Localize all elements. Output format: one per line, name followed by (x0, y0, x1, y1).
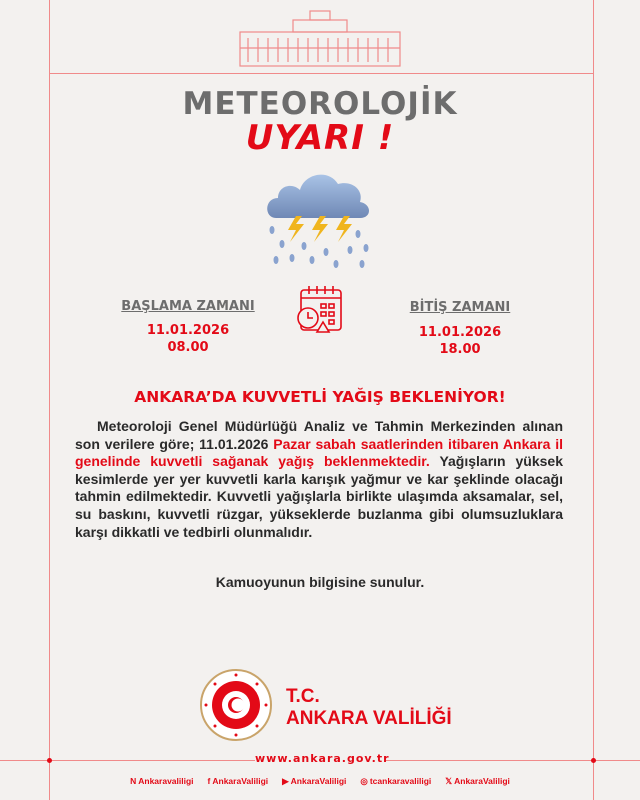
social-link[interactable] (360, 776, 431, 787)
nsosyal-icon: N (130, 776, 137, 786)
closing-text: Kamuoyunun bilgisine sunulur. (215, 574, 425, 590)
social-link[interactable] (130, 776, 193, 787)
end-date: 11.01.2026 (418, 325, 502, 340)
body-text: Meteoroloji Genel Müdürlüğü Analiz ve Tahmin Merkezinden alınan son verilere göre; 11.01.2026 (75, 418, 563, 452)
government-building-icon (238, 8, 402, 68)
frame-dot (591, 758, 596, 763)
ankara-valiligi-seal (200, 669, 272, 741)
social-handle: AnkaraValiligi (212, 776, 269, 786)
storm-cloud-icon (262, 160, 378, 272)
instagram-icon: ◎ (360, 776, 368, 786)
social-links (0, 776, 640, 787)
youtube-icon: ▶ (282, 776, 289, 786)
start-time-label: BAŞLAMA ZAMANI (121, 299, 255, 314)
org-line2: ANKARA VALİLİĞİ (286, 708, 452, 729)
end-time: 18.00 (439, 342, 481, 357)
title-line2: UYARI ! (245, 118, 395, 158)
social-handle: AnkaraValiligi (454, 776, 510, 786)
frame-dot (47, 758, 52, 763)
website-link[interactable]: www.ankara.gov.tr (255, 752, 390, 765)
body-highlight: Pazar sabah saatlerinden itibaren Ankara il genelinde kuvvetli sağanak yağış beklenmektedir. (75, 435, 563, 470)
body-text: Yağışların yüksek kesimlerde yer yer kuvvetli karla karışık yağmur ve kar şeklinde olacağı tahmin edilmektedir. Kuvvetli yağışlarla birlikte ulaşımda aksamalar, sel, su baskını, kuvvetli rüzgar, yükseklerde buzlanma gibi olumsuzluklara karşı dikkatli ve tedbirli olunmalıdır. (75, 453, 563, 540)
social-handle: Ankaravaliligi (138, 776, 194, 786)
frame-line-top (49, 73, 593, 74)
title-line1: METEOROLOJİK (182, 86, 458, 122)
social-link[interactable] (208, 776, 269, 787)
social-handle: AnkaraValiligi (290, 776, 347, 786)
organization-name (286, 686, 452, 730)
org-line1: T.C. (286, 686, 320, 707)
social-link[interactable] (445, 776, 510, 787)
warning-body (75, 418, 563, 541)
headline: ANKARA’DA KUVVETLİ YAĞIŞ BEKLENİYOR! (134, 388, 506, 406)
facebook-icon: f (207, 776, 211, 786)
start-date: 11.01.2026 (146, 323, 230, 338)
end-time-label: BİTİŞ ZAMANI (409, 300, 511, 315)
social-handle: tcankaravaliligi (369, 776, 432, 786)
calendar-clock-warning-icon (295, 284, 347, 336)
social-link[interactable] (282, 776, 346, 787)
start-time: 08.00 (167, 340, 209, 355)
x-icon: 𝕏 (445, 776, 453, 786)
